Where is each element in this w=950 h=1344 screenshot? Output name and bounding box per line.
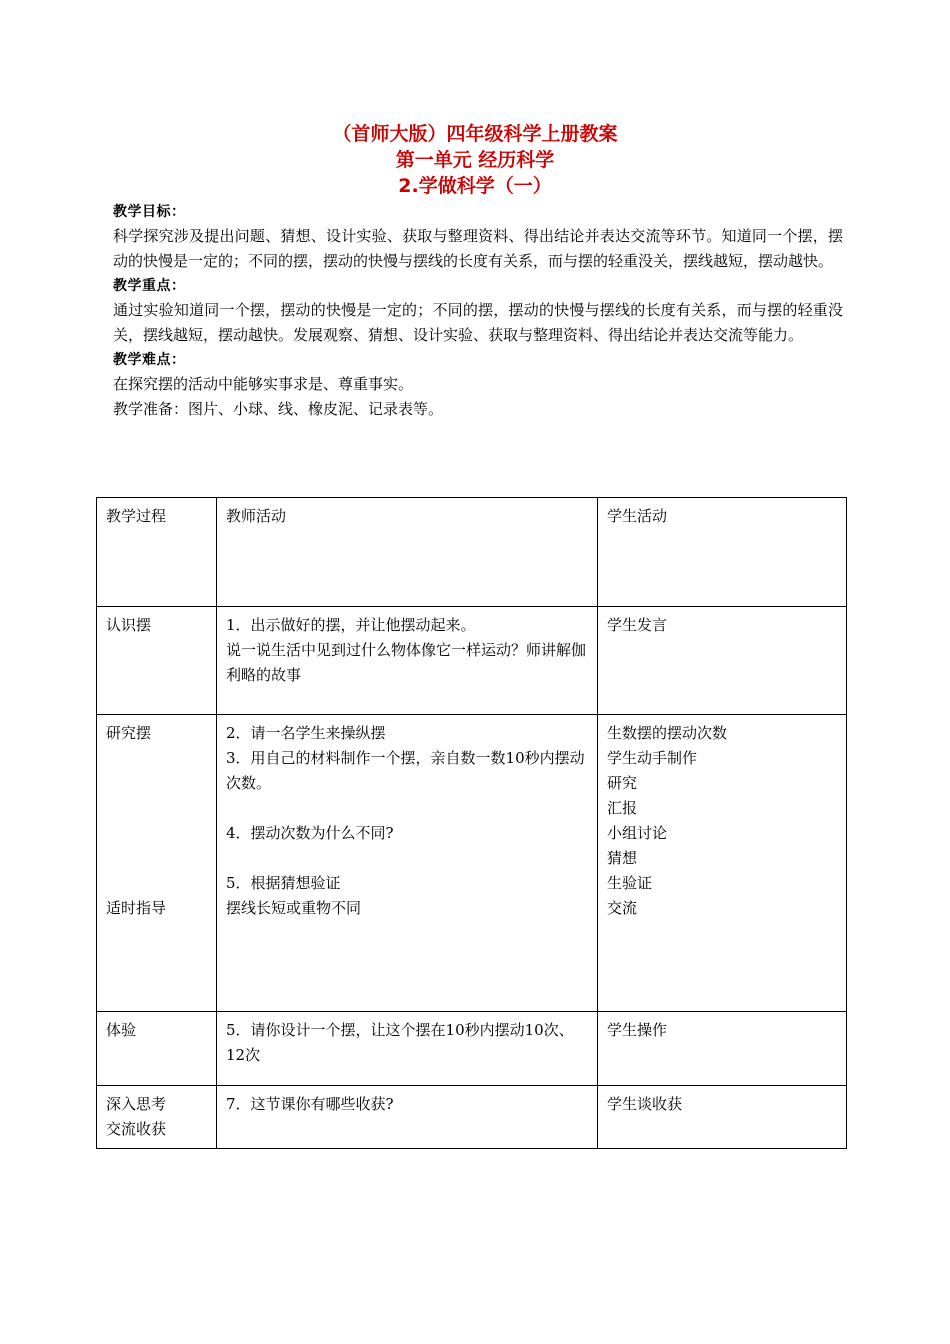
teacher-cell	[217, 607, 598, 715]
teacher-line: 摆线长短或重物不同	[226, 899, 362, 917]
spacer	[226, 796, 588, 821]
student-line: 学生操作	[607, 1021, 668, 1039]
key-point-heading: 教学重点：	[113, 278, 186, 294]
unit-title: 第一单元 经历科学	[395, 149, 555, 171]
header-student: 学生活动	[598, 498, 847, 607]
student-line: 猜想	[607, 849, 638, 867]
student-line: 生验证	[607, 874, 653, 892]
student-line: 研究	[607, 774, 638, 792]
teacher-line: 2．请一名学生来操纵摆	[226, 724, 386, 742]
process-cell	[97, 1086, 217, 1149]
goal-text: 科学探究涉及提出问题、猜想、设计实验、获取与整理资料、得出结论并表达交流等环节。知道同一个摆，摆动的快慢是一定的；不同的摆，摆动的快慢与摆线的长度有关系，而与摆的轻重没关，摆线越短，摆动越快。	[113, 227, 843, 270]
process-cell: 体验	[97, 1012, 217, 1086]
process-cell: 认识摆	[97, 607, 217, 715]
header-process: 教学过程	[97, 498, 217, 607]
teacher-line: 5．根据猜想验证	[226, 874, 341, 892]
process-extra-label: 适时指导	[106, 899, 167, 917]
process-label: 交流收获	[106, 1120, 167, 1138]
student-line: 交流	[607, 899, 638, 917]
lesson-title: 2.学做科学（一）	[398, 175, 552, 197]
teacher-line: 说一说生活中见到过什么物体像它一样运动？师讲解伽利略的故事	[226, 641, 587, 684]
table-row	[97, 715, 847, 1012]
table-row	[97, 1012, 847, 1086]
table-header-row	[97, 498, 847, 607]
student-line: 学生动手制作	[607, 749, 698, 767]
document-title: （首师大版）四年级科学上册教案	[332, 123, 618, 145]
student-line: 小组讨论	[607, 824, 668, 842]
teacher-line: 4．摆动次数为什么不同?	[226, 824, 394, 842]
student-cell	[598, 607, 847, 715]
preparation-text: 教学准备：图片、小球、线、橡皮泥、记录表等。	[113, 400, 444, 418]
student-cell	[598, 1012, 847, 1086]
teacher-cell	[217, 1086, 598, 1149]
table-row	[97, 1086, 847, 1149]
student-line: 汇报	[607, 799, 638, 817]
key-point-text: 通过实验知道同一个摆，摆动的快慢是一定的；不同的摆，摆动的快慢与摆线的长度有关系，而与摆的轻重没关，摆线越短，摆动越快。发展观察、猜想、设计实验、获取与整理资料、得出结论并表达交流等能力。	[113, 301, 843, 344]
goal-heading: 教学目标：	[113, 204, 186, 220]
table-row	[97, 607, 847, 715]
process-cell	[97, 715, 217, 1012]
teacher-line: 1．出示做好的摆，并让他摆动起来。	[226, 616, 476, 634]
student-line: 学生发言	[607, 616, 668, 634]
process-label: 深入思考	[106, 1095, 167, 1113]
difficulty-heading: 教学难点：	[113, 352, 186, 368]
lesson-process-table	[96, 497, 847, 1149]
student-line: 生数摆的摆动次数	[607, 724, 728, 742]
lesson-overview	[113, 200, 843, 422]
teacher-line: 7．这节课你有哪些收获?	[226, 1095, 394, 1113]
teacher-line: 3．用自己的材料制作一个摆，亲自数一数10秒内摆动次数。	[226, 749, 585, 792]
teacher-cell	[217, 1012, 598, 1086]
difficulty-text: 在探究摆的活动中能够实事求是、尊重事实。	[113, 375, 414, 393]
process-label: 研究摆	[106, 724, 152, 742]
student-cell	[598, 715, 847, 1012]
teacher-cell	[217, 715, 598, 1012]
title-block	[0, 121, 950, 199]
student-cell	[598, 1086, 847, 1149]
teacher-line: 5．请你设计一个摆，让这个摆在10秒内摆动10次、12次	[226, 1021, 574, 1064]
header-teacher: 教师活动	[217, 498, 598, 607]
spacer	[226, 846, 588, 871]
student-line: 学生谈收获	[607, 1095, 683, 1113]
